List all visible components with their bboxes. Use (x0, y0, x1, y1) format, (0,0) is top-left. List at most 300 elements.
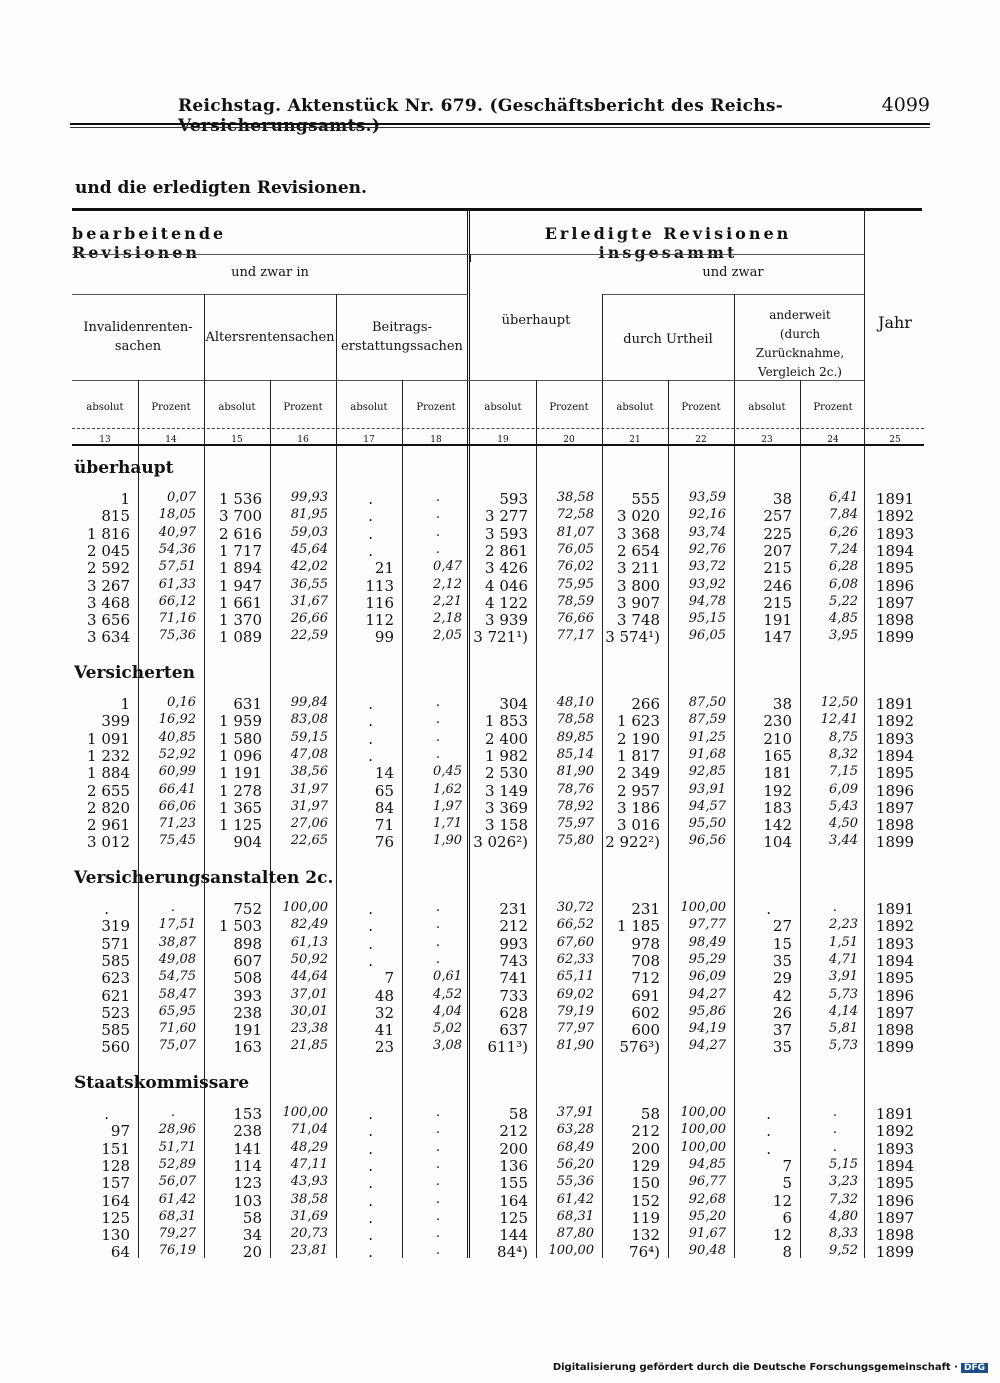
table-cell: . (435, 541, 440, 557)
table-cell: 1893 (875, 934, 915, 953)
table-cell: 141 (233, 1139, 262, 1158)
table-cell: 1897 (875, 1003, 915, 1022)
column-number-22: 22 (695, 435, 707, 445)
table-cell: 3,91 (829, 969, 858, 985)
table-cell: 585 (101, 1021, 130, 1040)
table-cell: 76,19 (158, 1243, 196, 1259)
table-cell: 1899 (875, 628, 915, 647)
table-cell: 9,52 (829, 1243, 858, 1259)
table-cell: 37,01 (290, 986, 328, 1002)
table-cell: 125 (101, 1208, 130, 1227)
table-cell: 78,59 (556, 593, 594, 609)
table-cell: 87,50 (688, 695, 726, 710)
table-cell: . (435, 917, 440, 933)
table-cell: 43,93 (290, 1174, 328, 1190)
table-cell: 68,31 (158, 1208, 196, 1224)
table-cell: 215 (763, 593, 792, 612)
table-cell: 75,80 (556, 833, 594, 849)
table-cell: 91,68 (688, 746, 726, 762)
table-cell: 602 (631, 1003, 660, 1022)
table-cell: 1 959 (219, 712, 262, 731)
table-cell: 743 (499, 951, 528, 970)
table-cell: 87,80 (556, 1226, 594, 1242)
table-cell: 3 012 (87, 833, 130, 852)
table-cell: 48 (374, 986, 394, 1005)
table-row (72, 900, 924, 917)
table-cell: 92,76 (688, 541, 726, 557)
subhead-prozent-6: Prozent (416, 402, 456, 413)
table-cell: . (104, 900, 109, 918)
table-cell: 81,95 (290, 507, 328, 523)
head-bearbeitende: bearbeitende Revisionen (72, 224, 227, 262)
table-cell: 212 (631, 1122, 660, 1141)
section-title: Versicherten (74, 663, 195, 683)
column-number-16: 16 (297, 435, 309, 445)
table-cell: 1899 (875, 1243, 915, 1262)
table-cell: 1893 (875, 729, 915, 748)
table-cell: 2 616 (219, 524, 262, 543)
table-cell: 76,02 (556, 559, 594, 575)
table-cell: 92,68 (688, 1191, 726, 1207)
table-cell: 164 (101, 1191, 130, 1210)
table-row (72, 1209, 924, 1226)
table-cell: 77,17 (556, 628, 594, 644)
rule-under-head (72, 254, 864, 255)
table-cell: 611³) (487, 1038, 528, 1057)
table-cell: 1895 (875, 764, 915, 783)
table-cell: 4 046 (485, 576, 528, 595)
table-cell: 61,42 (158, 1191, 196, 1207)
rule-above-numbers (72, 428, 924, 429)
table-cell: 78,92 (556, 798, 594, 814)
table-cell: 231 (631, 900, 660, 918)
table-cell: 84⁴) (497, 1243, 528, 1262)
table-cell: 508 (233, 969, 262, 988)
table-cell: 191 (763, 611, 792, 630)
table-cell: . (435, 746, 440, 762)
table-cell: 6 (782, 1208, 792, 1227)
head-jahr: Jahr (878, 313, 912, 332)
table-cell: 6,41 (829, 490, 858, 505)
table-cell: 708 (631, 951, 660, 970)
table-cell: 92,85 (688, 764, 726, 780)
table-cell: 103 (233, 1191, 262, 1210)
table-cell: 2 349 (617, 764, 660, 783)
table-cell: 3 574¹) (605, 628, 660, 647)
head-und-zwar: und zwar (702, 265, 764, 280)
table-cell: . (368, 1105, 373, 1123)
table-row (72, 712, 924, 729)
statistics-table (72, 208, 924, 1268)
table-row (72, 507, 924, 524)
table-cell: 1 503 (219, 917, 262, 936)
column-number-20: 20 (563, 435, 575, 445)
table-row (72, 1122, 924, 1139)
table-cell: 6,08 (829, 576, 858, 592)
table-cell: 5,15 (829, 1156, 858, 1172)
table-cell: 3 186 (617, 798, 660, 817)
table-cell: 95,20 (688, 1208, 726, 1224)
table-cell: . (368, 951, 373, 970)
table-cell: 93,72 (688, 559, 726, 575)
table-cell: 1 370 (219, 611, 262, 630)
table-cell: 1 096 (219, 746, 262, 765)
table-cell: 78,76 (556, 781, 594, 797)
table-cell: 2 961 (87, 816, 130, 835)
table-cell: 119 (631, 1208, 660, 1227)
table-cell: 210 (763, 729, 792, 748)
table-cell: 30,01 (290, 1003, 328, 1019)
table-cell: 56,07 (158, 1174, 196, 1190)
table-cell: 266 (631, 695, 660, 713)
table-cell: 3,44 (829, 833, 858, 849)
table-cell: 93,59 (688, 490, 726, 505)
table-cell: 35 (772, 951, 792, 970)
table-cell: 3 748 (617, 611, 660, 630)
table-cell: 17,51 (158, 917, 196, 933)
table-cell: 71,16 (158, 611, 196, 627)
table-cell: 2,21 (433, 593, 462, 609)
table-cell: 71 (374, 816, 394, 835)
table-cell: 65 (374, 781, 394, 800)
table-cell: 3 468 (87, 593, 130, 612)
table-cell: 34 (242, 1226, 262, 1245)
running-header (78, 92, 930, 136)
table-cell: 83,08 (290, 712, 328, 728)
table-cell: . (368, 1226, 373, 1245)
table-cell: 1 853 (485, 712, 528, 731)
table-cell: . (435, 1139, 440, 1155)
table-cell: 3 368 (617, 524, 660, 543)
table-cell: 1891 (875, 490, 915, 508)
table-cell: 47,08 (290, 746, 328, 762)
table-cell: 1 717 (219, 541, 262, 560)
table-cell: 36,55 (290, 576, 328, 592)
table-cell: 38 (772, 490, 792, 508)
table-cell: 523 (101, 1003, 130, 1022)
table-cell: 1892 (875, 712, 915, 731)
table-cell: 42,02 (290, 559, 328, 575)
table-cell: 3 277 (485, 507, 528, 526)
table-cell: 2 190 (617, 729, 660, 748)
table-cell: 61,13 (290, 934, 328, 950)
column-number-21: 21 (629, 435, 641, 445)
table-cell: 1 232 (87, 746, 130, 765)
table-cell: 7,24 (829, 541, 858, 557)
table-cell: 993 (499, 934, 528, 953)
table-cell: . (368, 541, 373, 560)
table-cell: 2,18 (433, 611, 462, 627)
table-cell: 3,08 (433, 1038, 462, 1054)
head-ueberhaupt: überhaupt (501, 313, 571, 328)
table-cell: 0,61 (433, 969, 462, 985)
table-cell: 621 (101, 986, 130, 1005)
table-cell: . (368, 1191, 373, 1210)
table-row (72, 799, 924, 816)
table-cell: 3 211 (617, 559, 660, 578)
table-cell: 22,59 (290, 628, 328, 644)
table-cell: . (435, 1174, 440, 1190)
table-cell: 1898 (875, 1021, 915, 1040)
table-cell: 2 654 (617, 541, 660, 560)
table-cell: 95,86 (688, 1003, 726, 1019)
table-cell: 77,97 (556, 1021, 594, 1037)
table-cell: 1895 (875, 1174, 915, 1193)
table-cell: 23 (374, 1038, 394, 1057)
table-cell: 191 (233, 1021, 262, 1040)
head-beitrags: Beitrags- erstattungssachen (341, 320, 463, 354)
table-cell: 58 (508, 1105, 528, 1123)
table-cell: 129 (631, 1156, 660, 1175)
table-cell: 52,89 (158, 1156, 196, 1172)
table-cell: 54,36 (158, 541, 196, 557)
table-cell: 94,85 (688, 1156, 726, 1172)
table-cell: 1 580 (219, 729, 262, 748)
table-cell: 157 (101, 1174, 130, 1193)
table-cell: 1,97 (433, 798, 462, 814)
table-cell: 5,43 (829, 798, 858, 814)
table-cell: 66,06 (158, 798, 196, 814)
table-cell: 1891 (875, 900, 915, 918)
table-cell: 2 400 (485, 729, 528, 748)
table-cell: 4,04 (433, 1003, 462, 1019)
table-row (72, 628, 924, 645)
table-cell: 38,58 (290, 1191, 328, 1207)
table-cell: 62,33 (556, 951, 594, 967)
table-cell: 3 907 (617, 593, 660, 612)
table-cell: 75,97 (556, 816, 594, 832)
table-cell: 600 (631, 1021, 660, 1040)
table-cell: . (435, 1105, 440, 1120)
table-cell: . (368, 1243, 373, 1262)
table-cell: 49,08 (158, 951, 196, 967)
table-cell: 26 (772, 1003, 792, 1022)
table-cell: 91,67 (688, 1226, 726, 1242)
table-cell: 75,36 (158, 628, 196, 644)
table-cell: 61,33 (158, 576, 196, 592)
table-row (72, 833, 924, 850)
table-cell: 94,57 (688, 798, 726, 814)
table-cell: . (368, 746, 373, 765)
table-cell: . (832, 1105, 837, 1120)
table-row (72, 782, 924, 799)
table-cell: 1897 (875, 798, 915, 817)
table-cell: 100,00 (548, 1243, 594, 1259)
table-cell: 151 (101, 1139, 130, 1158)
table-row (72, 490, 924, 507)
table-cell: . (435, 729, 440, 745)
table-cell: 8 (782, 1243, 792, 1262)
table-cell: . (368, 917, 373, 936)
table-cell: . (766, 1105, 771, 1123)
table-cell: . (435, 1226, 440, 1242)
table-cell: 92,16 (688, 507, 726, 523)
table-cell: 8,75 (829, 729, 858, 745)
table-cell: 142 (763, 816, 792, 835)
table-cell: 1894 (875, 1156, 915, 1175)
table-cell: . (435, 712, 440, 728)
subhead-absolut-1: absolut (86, 402, 124, 413)
table-cell: 978 (631, 934, 660, 953)
table-row (72, 1243, 924, 1260)
table-cell: 1 (120, 695, 130, 713)
table-cell: 99,84 (290, 695, 328, 710)
table-cell: 7 (384, 969, 394, 988)
table-cell: 399 (101, 712, 130, 731)
subhead-absolut-3: absolut (218, 402, 256, 413)
table-cell: 150 (631, 1174, 660, 1193)
table-cell: 38,56 (290, 764, 328, 780)
table-cell: 1891 (875, 695, 915, 713)
table-cell: 225 (763, 524, 792, 543)
table-cell: 71,60 (158, 1021, 196, 1037)
table-cell: 76 (374, 833, 394, 852)
table-cell: 1894 (875, 951, 915, 970)
table-cell: . (368, 490, 373, 508)
table-cell: 75,07 (158, 1038, 196, 1054)
table-cell: 75,95 (556, 576, 594, 592)
table-cell: 100,00 (282, 1105, 328, 1120)
table-cell: 48,29 (290, 1139, 328, 1155)
table-cell: 12,50 (820, 695, 858, 710)
table-row (72, 969, 924, 986)
table-cell: 100,00 (680, 1105, 726, 1120)
table-cell: 21,85 (290, 1038, 328, 1054)
table-cell: 31,69 (290, 1208, 328, 1224)
table-cell: 1 091 (87, 729, 130, 748)
table-cell: . (368, 1208, 373, 1227)
table-cell: 3 700 (219, 507, 262, 526)
table-cell: 125 (499, 1208, 528, 1227)
table-cell: 58 (242, 1208, 262, 1227)
table-cell: 123 (233, 1174, 262, 1193)
table-cell: . (368, 729, 373, 748)
header-title: Reichstag. Aktenstück Nr. 679. (Geschäftsbericht des Reichs-Versicherungsamts.) (178, 96, 784, 136)
table-cell: 1899 (875, 1038, 915, 1057)
head-alters: Altersrentensachen (205, 330, 335, 345)
table-cell: 71,04 (290, 1122, 328, 1138)
table-cell: . (368, 900, 373, 918)
rule-below-numbers (72, 444, 924, 446)
table-cell: 90,48 (688, 1243, 726, 1259)
table-cell: . (766, 900, 771, 918)
table-cell: 1 365 (219, 798, 262, 817)
table-cell: 898 (233, 934, 262, 953)
table-cell: 181 (763, 764, 792, 783)
table-cell: 28,96 (158, 1122, 196, 1138)
subhead-absolut-5: absolut (350, 402, 388, 413)
table-cell: 87,59 (688, 712, 726, 728)
table-cell: 3 939 (485, 611, 528, 630)
table-row (72, 917, 924, 934)
table-cell: 52,92 (158, 746, 196, 762)
table-cell: 68,31 (556, 1208, 594, 1224)
table-cell: 231 (499, 900, 528, 918)
table-cell: 2 530 (485, 764, 528, 783)
table-cell: 1893 (875, 524, 915, 543)
table-row (72, 1004, 924, 1021)
table-cell: 114 (233, 1156, 262, 1175)
column-number-19: 19 (497, 435, 509, 445)
table-cell: 1892 (875, 917, 915, 936)
table-cell: . (832, 900, 837, 915)
footer-text: Digitalisierung gefördert durch die Deutsche Forschungsgemeinschaft · (552, 1362, 958, 1373)
table-cell: 66,41 (158, 781, 196, 797)
table-cell: 79,19 (556, 1003, 594, 1019)
table-cell: 37,91 (556, 1105, 594, 1120)
table-cell: 68,49 (556, 1139, 594, 1155)
table-cell: 192 (763, 781, 792, 800)
table-cell: 96,77 (688, 1174, 726, 1190)
table-cell: 712 (631, 969, 660, 988)
table-row (72, 1105, 924, 1122)
table-cell: 56,20 (556, 1156, 594, 1172)
table-cell: 152 (631, 1191, 660, 1210)
table-cell: 5,22 (829, 593, 858, 609)
table-cell: 1891 (875, 1105, 915, 1123)
table-cell: 904 (233, 833, 262, 852)
column-number-24: 24 (827, 435, 839, 445)
table-cell: 12 (772, 1191, 792, 1210)
table-cell: 8,32 (829, 746, 858, 762)
table-cell: 20 (242, 1243, 262, 1262)
table-cell: 65,11 (556, 969, 594, 985)
column-number-18: 18 (430, 435, 442, 445)
table-cell: 32 (374, 1003, 394, 1022)
table-cell: 5,73 (829, 1038, 858, 1054)
table-cell: . (368, 934, 373, 953)
table-cell: 163 (233, 1038, 262, 1057)
subhead-prozent-2: Prozent (151, 402, 191, 413)
head-urtheil: durch Urtheil (623, 332, 713, 347)
table-cell: 238 (233, 1003, 262, 1022)
table-cell: 6,26 (829, 524, 858, 540)
table-row (72, 764, 924, 781)
table-cell: 257 (763, 507, 792, 526)
table-cell: 42 (772, 986, 792, 1005)
table-cell: . (170, 900, 175, 915)
table-cell: 1 191 (219, 764, 262, 783)
table-cell: 607 (233, 951, 262, 970)
table-cell: 59,15 (290, 729, 328, 745)
table-cell: 1 536 (219, 490, 262, 508)
subhead-prozent-10: Prozent (681, 402, 721, 413)
table-cell: . (766, 1122, 771, 1141)
table-cell: 1896 (875, 781, 915, 800)
table-cell: 14 (374, 764, 394, 783)
table-cell: 183 (763, 798, 792, 817)
column-number-23: 23 (761, 435, 773, 445)
table-cell: . (435, 1208, 440, 1224)
subhead-absolut-9: absolut (616, 402, 654, 413)
table-cell: 66,12 (158, 593, 196, 609)
table-cell: 72,58 (556, 507, 594, 523)
table-row (72, 1038, 924, 1055)
table-cell: 51,71 (158, 1139, 196, 1155)
table-cell: 93,92 (688, 576, 726, 592)
table-cell: 1 (120, 490, 130, 508)
table-cell: 1 884 (87, 764, 130, 783)
table-cell: 98,49 (688, 934, 726, 950)
table-cell: 59,03 (290, 524, 328, 540)
table-cell: 27 (772, 917, 792, 936)
table-cell: 81,90 (556, 764, 594, 780)
table-cell: 246 (763, 576, 792, 595)
tick-left (470, 254, 471, 262)
table-cell: 1896 (875, 576, 915, 595)
table-cell: 76,05 (556, 541, 594, 557)
table-cell: 155 (499, 1174, 528, 1193)
